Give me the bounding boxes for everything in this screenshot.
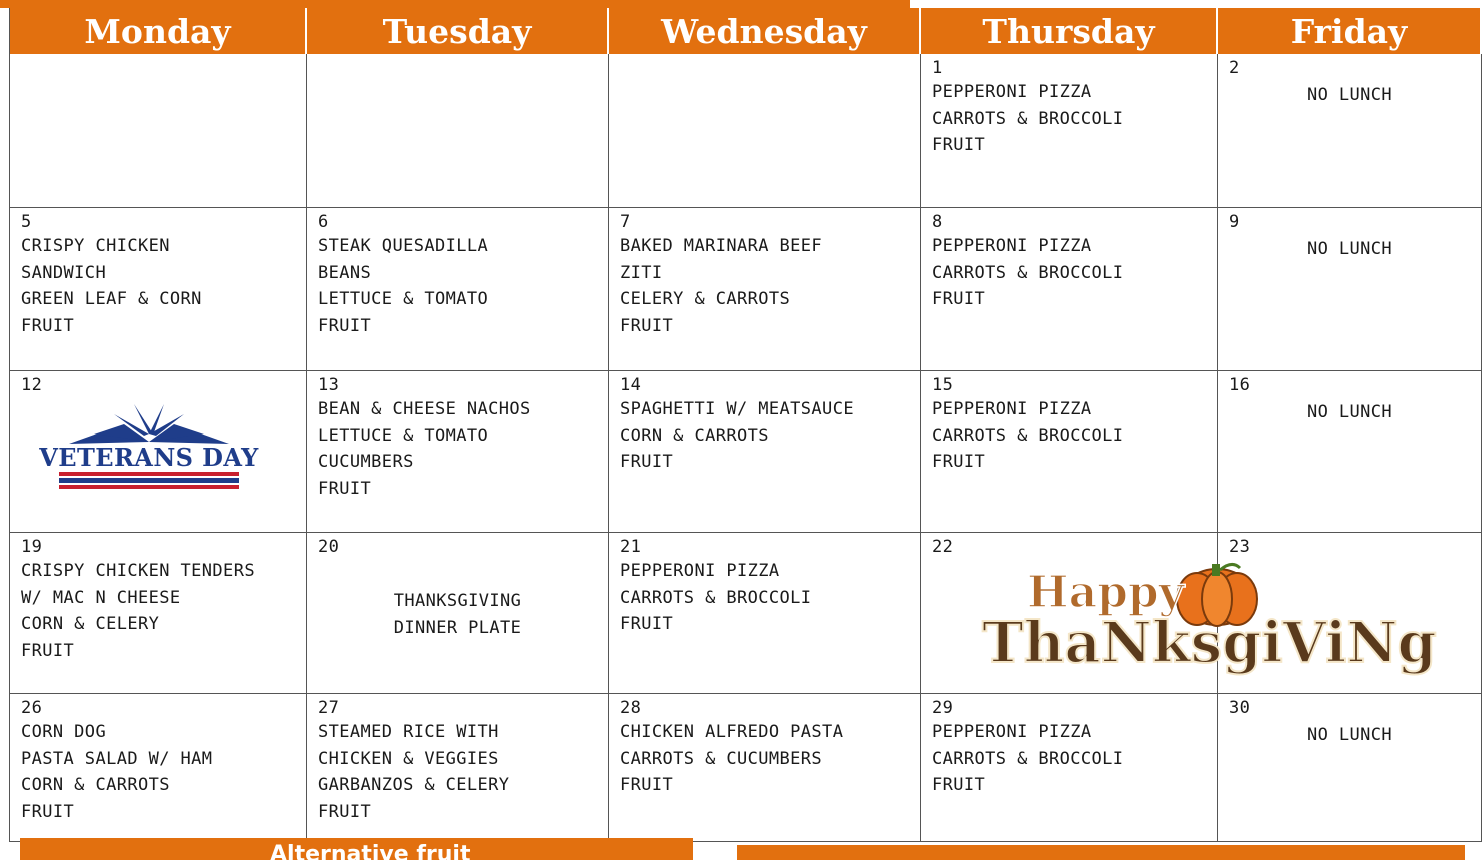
header-friday: Friday xyxy=(1218,8,1482,54)
menu-line: FRUIT xyxy=(932,289,986,309)
day-number: 5 xyxy=(21,212,32,232)
menu-line: CARROTS & CUCUMBERS xyxy=(620,748,823,769)
menu-line: CORN & CELERY xyxy=(21,614,160,634)
day-number: 14 xyxy=(620,375,642,395)
day-number: 21 xyxy=(620,537,642,557)
header-wednesday: Wednesday xyxy=(609,8,921,54)
cell-empty xyxy=(609,54,921,208)
cell-day-14 xyxy=(609,371,921,533)
footer-alternative-fruit-bar xyxy=(20,838,693,867)
menu-line: ZITI xyxy=(620,262,663,283)
menu-line: FRUIT xyxy=(318,801,372,822)
menu-line: CORN DOG xyxy=(21,722,107,742)
cell-day-9 xyxy=(1218,208,1482,371)
menu-line: CARROTS & BROCCOLI xyxy=(932,425,1124,446)
cell-day-21 xyxy=(609,533,921,694)
footer-alternative-fruit-text: Alternative fruit xyxy=(270,842,471,867)
happy-thanksgiving-art xyxy=(962,552,1437,682)
menu-line: LETTUCE & TOMATO xyxy=(318,425,489,446)
top-accent-bar xyxy=(0,0,910,8)
menu-line: PEPPERONI PIZZA xyxy=(932,399,1092,419)
menu-line: FRUIT xyxy=(932,135,986,155)
menu-line: CARROTS & BROCCOLI xyxy=(932,748,1124,769)
cell-empty xyxy=(10,54,307,208)
day-number: 22 xyxy=(932,537,954,557)
day-number: 16 xyxy=(1229,375,1251,395)
no-lunch-label: NO LUNCH xyxy=(1306,239,1393,259)
lunch-calendar xyxy=(9,8,1482,842)
menu-line: FRUIT xyxy=(318,478,372,499)
cell-day-20 xyxy=(307,533,609,694)
cell-day-2 xyxy=(1218,54,1482,208)
cell-day-8 xyxy=(921,208,1218,371)
menu-line: BEANS xyxy=(318,262,372,283)
menu-line: CARROTS & BROCCOLI xyxy=(620,587,812,608)
menu-line: CRISPY CHICKEN xyxy=(21,236,170,256)
menu-line: CELERY & CARROTS xyxy=(620,289,791,309)
day-number: 9 xyxy=(1229,212,1240,232)
day-number: 12 xyxy=(21,375,43,395)
menu-line: LETTUCE & TOMATO xyxy=(318,289,489,309)
header-tuesday: Tuesday xyxy=(307,8,609,54)
cell-day-30 xyxy=(1218,694,1482,842)
thanksgiving-text: ThaNksgiViNg xyxy=(982,610,1437,676)
day-number: 23 xyxy=(1229,537,1251,557)
cell-day-19 xyxy=(10,533,307,694)
cell-day-15 xyxy=(921,371,1218,533)
day-number: 26 xyxy=(21,698,43,718)
header-thursday: Thursday xyxy=(921,8,1218,54)
menu-line: GARBANZOS & CELERY xyxy=(318,775,510,795)
no-lunch-label: NO LUNCH xyxy=(1306,725,1393,745)
cell-day-27 xyxy=(307,694,609,842)
menu-line: FRUIT xyxy=(932,775,986,795)
menu-line: CORN & CARROTS xyxy=(620,425,769,446)
cell-day-6 xyxy=(307,208,609,371)
menu-line: CHICKEN & VEGGIES xyxy=(318,748,499,769)
menu-line: THANKSGIVING xyxy=(393,591,522,611)
menu-line: PEPPERONI PIZZA xyxy=(932,722,1092,742)
menu-line: PEPPERONI PIZZA xyxy=(620,561,780,581)
menu-line: FRUIT xyxy=(21,315,75,336)
veterans-day-logo xyxy=(39,404,259,494)
menu-line: CHICKEN ALFREDO PASTA xyxy=(620,722,844,742)
cell-day-29 xyxy=(921,694,1218,842)
menu-line: W/ MAC N CHEESE xyxy=(21,587,181,608)
menu-line: DINNER PLATE xyxy=(393,617,522,638)
menu-line: BEAN & CHEESE NACHOS xyxy=(318,399,531,419)
menu-line: BAKED MARINARA BEEF xyxy=(620,236,823,256)
cell-empty xyxy=(307,54,609,208)
menu-line: STEAMED RICE WITH xyxy=(318,722,499,742)
menu-line: FRUIT xyxy=(21,640,75,661)
day-number: 15 xyxy=(932,375,954,395)
menu-line: FRUIT xyxy=(620,452,674,472)
cell-day-28 xyxy=(609,694,921,842)
footer-right-bar xyxy=(737,845,1465,860)
cell-day-13 xyxy=(307,371,609,533)
cell-day-5 xyxy=(10,208,307,371)
menu-line: PEPPERONI PIZZA xyxy=(932,82,1092,102)
day-number: 30 xyxy=(1229,698,1251,718)
menu-line: PEPPERONI PIZZA xyxy=(932,236,1092,256)
cell-day-7 xyxy=(609,208,921,371)
day-number: 19 xyxy=(21,537,43,557)
no-lunch-label: NO LUNCH xyxy=(1306,85,1393,105)
cell-day-1 xyxy=(921,54,1218,208)
no-lunch-label: NO LUNCH xyxy=(1306,402,1393,422)
day-number: 1 xyxy=(932,58,943,78)
menu-line: CRISPY CHICKEN TENDERS xyxy=(21,561,255,581)
day-number: 8 xyxy=(932,212,943,232)
cell-day-12 xyxy=(10,371,307,533)
menu-line: FRUIT xyxy=(620,614,674,634)
thanksgiving-dinner-label xyxy=(307,588,608,641)
menu-line: CUCUMBERS xyxy=(318,452,414,472)
day-number: 7 xyxy=(620,212,631,232)
day-number: 2 xyxy=(1229,58,1240,78)
menu-line: STEAK QUESADILLA xyxy=(318,236,489,256)
day-number: 6 xyxy=(318,212,329,232)
day-number: 20 xyxy=(318,537,340,557)
veterans-day-text: VETERANS DAY xyxy=(39,443,259,472)
cell-day-26 xyxy=(10,694,307,842)
day-number: 13 xyxy=(318,375,340,395)
menu-line: PASTA SALAD W/ HAM xyxy=(21,748,213,769)
menu-line: FRUIT xyxy=(620,775,674,795)
menu-line: CARROTS & BROCCOLI xyxy=(932,262,1124,283)
menu-line: GREEN LEAF & CORN xyxy=(21,289,202,309)
day-number: 27 xyxy=(318,698,340,718)
menu-line: CORN & CARROTS xyxy=(21,775,170,795)
menu-line: FRUIT xyxy=(932,452,986,472)
menu-line: SANDWICH xyxy=(21,262,107,283)
cell-day-16 xyxy=(1218,371,1482,533)
menu-line: FRUIT xyxy=(21,801,75,822)
menu-line: FRUIT xyxy=(318,315,372,336)
menu-line: SPAGHETTI W/ MEATSAUCE xyxy=(620,399,854,419)
header-monday: Monday xyxy=(10,8,307,54)
day-number: 29 xyxy=(932,698,954,718)
happy-text: Happy xyxy=(1027,567,1185,618)
day-number: 28 xyxy=(620,698,642,718)
menu-line: FRUIT xyxy=(620,315,674,336)
menu-line: CARROTS & BROCCOLI xyxy=(932,108,1124,129)
